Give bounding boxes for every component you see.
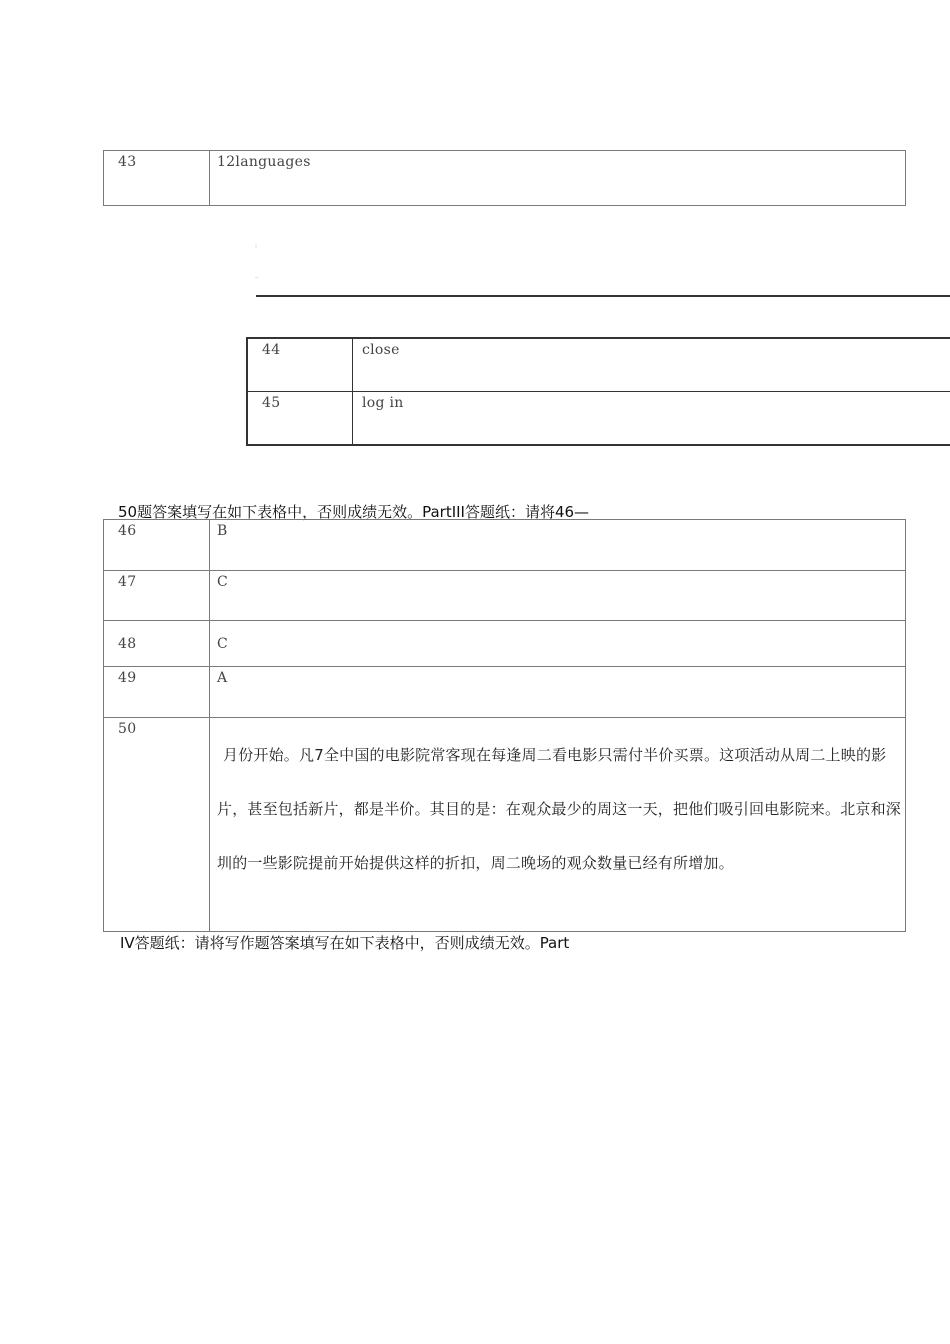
- answer-text: close: [362, 342, 400, 358]
- answer-cell: [210, 621, 906, 667]
- answer-table-46-50: [103, 519, 906, 932]
- table-row: [247, 392, 950, 446]
- section-heading: 50题答案填写在如下表格中，否则成绩无效。PartIII答题纸：请将46—: [118, 503, 590, 521]
- question-number: 49: [118, 670, 137, 686]
- answer-cell: [210, 571, 906, 621]
- question-number-cell: [104, 520, 210, 571]
- answer-text: 12languages: [217, 154, 311, 170]
- question-number: 46: [118, 523, 137, 539]
- answer-cell: [353, 392, 950, 446]
- table-row: [104, 151, 906, 206]
- answer-table-43: [103, 150, 906, 206]
- answer-text: B: [217, 523, 228, 539]
- answer-text: A: [217, 670, 228, 686]
- question-number-cell: [247, 338, 353, 392]
- question-number: 50: [118, 721, 137, 737]
- question-number-cell: [247, 392, 353, 446]
- answer-text: C: [217, 574, 229, 590]
- answer-cell: [210, 151, 906, 206]
- question-number-cell: [104, 621, 210, 667]
- question-number: 47: [118, 574, 137, 590]
- table-row: [104, 718, 906, 932]
- table-row: [104, 621, 906, 667]
- question-number-cell: [104, 718, 210, 932]
- question-number-cell: [104, 571, 210, 621]
- table-row: [104, 520, 906, 571]
- answer-cell: [210, 667, 906, 718]
- answer-text: log in: [362, 395, 404, 411]
- stray-mark: ..: [255, 273, 259, 280]
- question-number-cell: [104, 667, 210, 718]
- answer-cell: [353, 338, 950, 392]
- answer-cell: [210, 718, 906, 932]
- section-heading: IV答题纸：请将写作题答案填写在如下表格中，否则成绩无效。Part: [120, 934, 570, 952]
- question-number: 44: [262, 342, 281, 358]
- question-number: 48: [118, 636, 137, 652]
- stray-mark: :: [255, 243, 258, 250]
- question-number: 43: [118, 154, 137, 170]
- answer-table-44-45: [246, 337, 950, 446]
- horizontal-rule: [256, 295, 950, 297]
- table-row: [104, 667, 906, 718]
- question-number-cell: [104, 151, 210, 206]
- answer-text: C: [217, 636, 229, 652]
- translation-answer-text: 月份开始。凡7全中国的电影院常客现在每逢周二看电影只需付半价买票。这项活动从周二上映的影片，甚至包括新片，都是半价。其目的是：在观众最少的周这一天，把他们吸引回电影院来。北京和深圳的一些影院提前开始提供这样的折扣，周二晚场的观众数量已经有所增加。: [217, 746, 902, 872]
- table-row: [104, 571, 906, 621]
- answer-cell: [210, 520, 906, 571]
- question-number: 45: [262, 395, 281, 411]
- table-row: [247, 338, 950, 392]
